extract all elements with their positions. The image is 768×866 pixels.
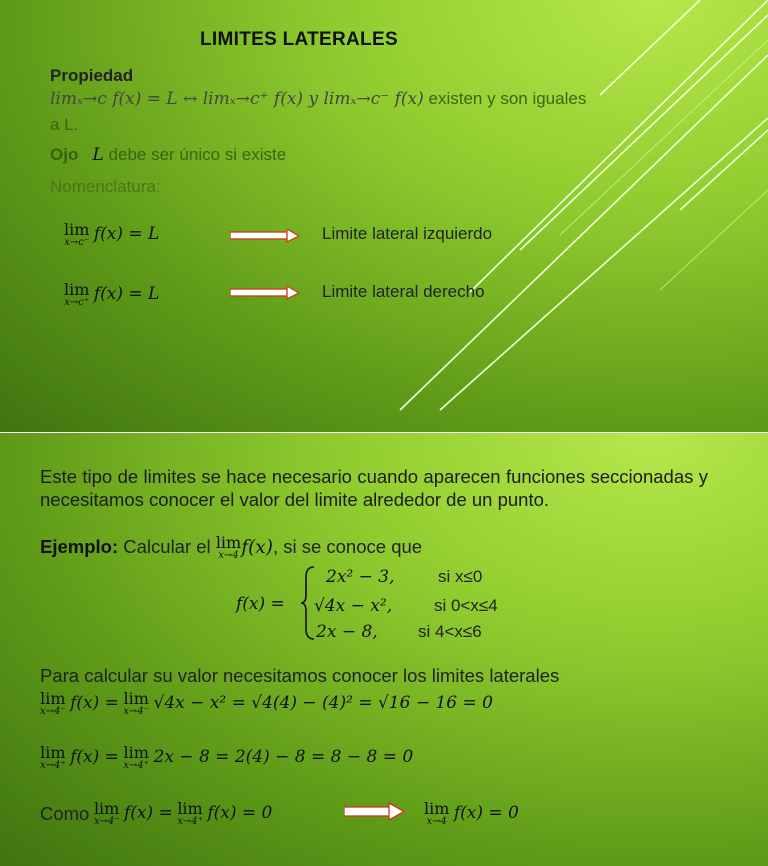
lim-block <box>216 535 241 561</box>
lim-word: lim <box>40 743 66 762</box>
lim-expr: f(x) = <box>70 693 119 714</box>
lim-word: lim <box>64 220 90 239</box>
lim-expr: f(x) = 0 <box>453 803 519 824</box>
decorative-lines <box>0 0 768 432</box>
ojo-var: L <box>92 145 104 165</box>
ejemplo-expr: f(x) <box>241 536 273 558</box>
property-line <box>50 89 586 109</box>
case-cond-2: si 0<x≤4 <box>434 596 498 615</box>
left-limit-computation <box>40 691 493 717</box>
lim-sub: x→4⁻ <box>40 706 66 717</box>
lim-expr: f(x) = 0 <box>207 803 273 824</box>
como-line <box>40 801 272 827</box>
lim-expr: f(x) = <box>70 747 119 768</box>
lim-word: lim <box>40 689 66 708</box>
lim-block <box>64 282 89 308</box>
como-label: Como <box>40 803 90 824</box>
property-text: existen y son iguales <box>423 89 587 108</box>
lim-expr: f(x) = <box>123 803 173 824</box>
lim-block <box>94 801 120 827</box>
conclusion <box>424 801 519 827</box>
lim-block <box>123 691 149 717</box>
propiedad-label: Propiedad <box>50 66 134 85</box>
lim-expr: 2x − 8 = 2(4) − 8 = 8 − 8 = 0 <box>153 747 414 768</box>
lim-sub: x→c⁻ <box>64 237 90 248</box>
lim-word: lim <box>123 689 149 708</box>
slide-1 <box>0 0 768 432</box>
lim-sub: x→4⁺ <box>123 760 150 771</box>
lim-word: lim <box>215 533 242 552</box>
lim-word: lim <box>177 799 203 818</box>
para-calcular: Para calcular su valor necesitamos conocer los limites laterales <box>40 665 560 686</box>
lim-sub: x→4⁻ <box>123 706 150 717</box>
ojo-label: Ojo <box>50 145 79 164</box>
right-limit-computation <box>40 745 413 771</box>
lim-block <box>424 801 449 827</box>
arrow-right-icon <box>230 286 300 300</box>
nomenclatura-label: Nomenclatura: <box>50 177 161 196</box>
lim-sub: x→4⁺ <box>177 816 203 827</box>
intro-paragraph: Este tipo de limites se hace necesario cuando aparecen funciones seccionadas y necesitamos conocer el valor del limite alrededor de un punto. <box>40 466 708 510</box>
right-limit-label: Limite lateral derecho <box>322 282 485 301</box>
ejemplo-label: Ejemplo: <box>40 535 119 557</box>
case-expr-3: 2x − 8, <box>316 622 378 642</box>
lim-sub: x→4 <box>426 816 447 827</box>
left-limit-label: Limite lateral izquierdo <box>322 224 493 243</box>
lim-block <box>123 745 149 771</box>
lim-block <box>177 801 203 827</box>
lim-word: lim <box>424 799 450 818</box>
property-line-2: a L. <box>50 115 79 134</box>
ojo-text: debe ser único si existe <box>103 145 287 164</box>
property-formula: limₓ→c f(x) = L ↔ limₓ→c⁺ f(x) y limₓ→c⁻ f(x) <box>50 89 424 109</box>
lim-expr: f(x) = L <box>93 284 160 305</box>
slide-2 <box>0 433 768 866</box>
piecewise-lhs: f(x) = <box>236 594 285 614</box>
ejemplo-post: , si se conoce que <box>272 535 423 557</box>
left-limit-notation <box>64 222 159 248</box>
lim-word: lim <box>93 799 120 818</box>
arrow-right-icon <box>230 229 300 243</box>
lim-word: lim <box>64 280 90 299</box>
right-limit-notation <box>64 282 159 308</box>
case-expr-1: 2x² − 3, <box>326 567 395 587</box>
case-cond-3: si 4<x≤6 <box>418 622 482 641</box>
lim-sub: x→c⁺ <box>64 297 90 308</box>
lim-expr: √4x − x² = √4(4) − (4)² = √16 − 16 = 0 <box>153 693 493 714</box>
lim-block <box>64 222 89 248</box>
lim-word: lim <box>123 743 149 762</box>
arrow-right-icon <box>344 802 406 822</box>
lim-sub: x→4⁺ <box>40 760 66 771</box>
case-cond-1: si x≤0 <box>438 567 483 586</box>
ejemplo-line <box>40 535 422 561</box>
ojo-line <box>50 145 286 165</box>
case-expr-2: √4x − x², <box>314 596 393 616</box>
lim-sub: x→4⁻ <box>93 816 120 827</box>
lim-block <box>40 745 66 771</box>
lim-expr: f(x) = L <box>93 224 160 245</box>
lim-sub: x→4 <box>218 550 239 561</box>
lim-block <box>40 691 66 717</box>
slide-title: LIMITES LATERALES <box>200 29 398 50</box>
ejemplo-pre: Calcular el <box>118 535 216 557</box>
